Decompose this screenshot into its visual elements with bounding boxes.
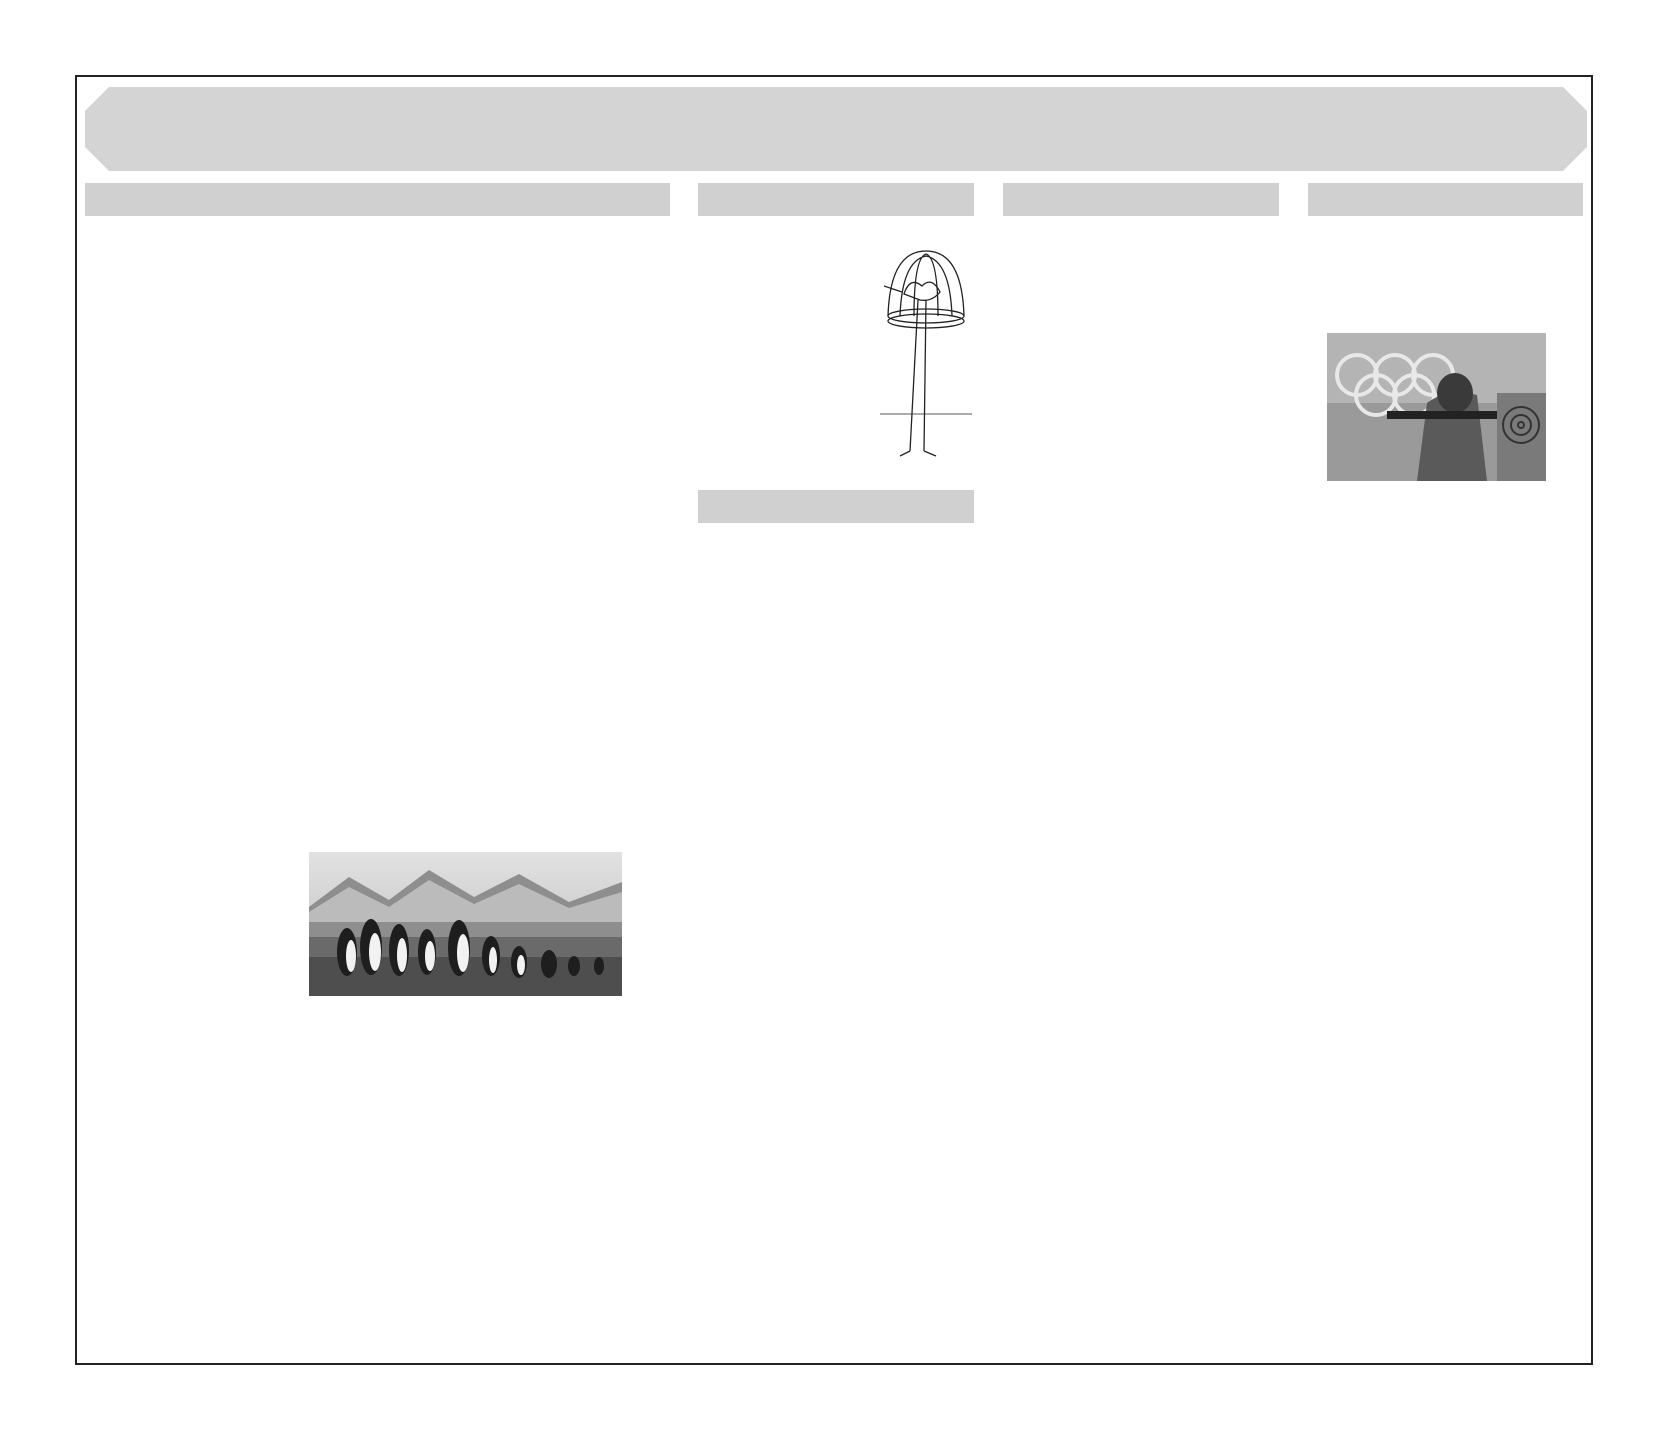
- olympic-shooter-photo: [1327, 333, 1546, 481]
- section-header-denver: [698, 490, 974, 523]
- page-frame: [75, 75, 1593, 1365]
- section-header-hebei: [1308, 183, 1583, 216]
- section-header-shaanxi: [698, 183, 974, 216]
- bird-cage-illustration: [880, 246, 972, 461]
- penguins-photo: [309, 852, 622, 996]
- section-header-chicago: [85, 183, 670, 216]
- section-header-toronto: [1003, 183, 1279, 216]
- masthead-banner: [85, 87, 1587, 171]
